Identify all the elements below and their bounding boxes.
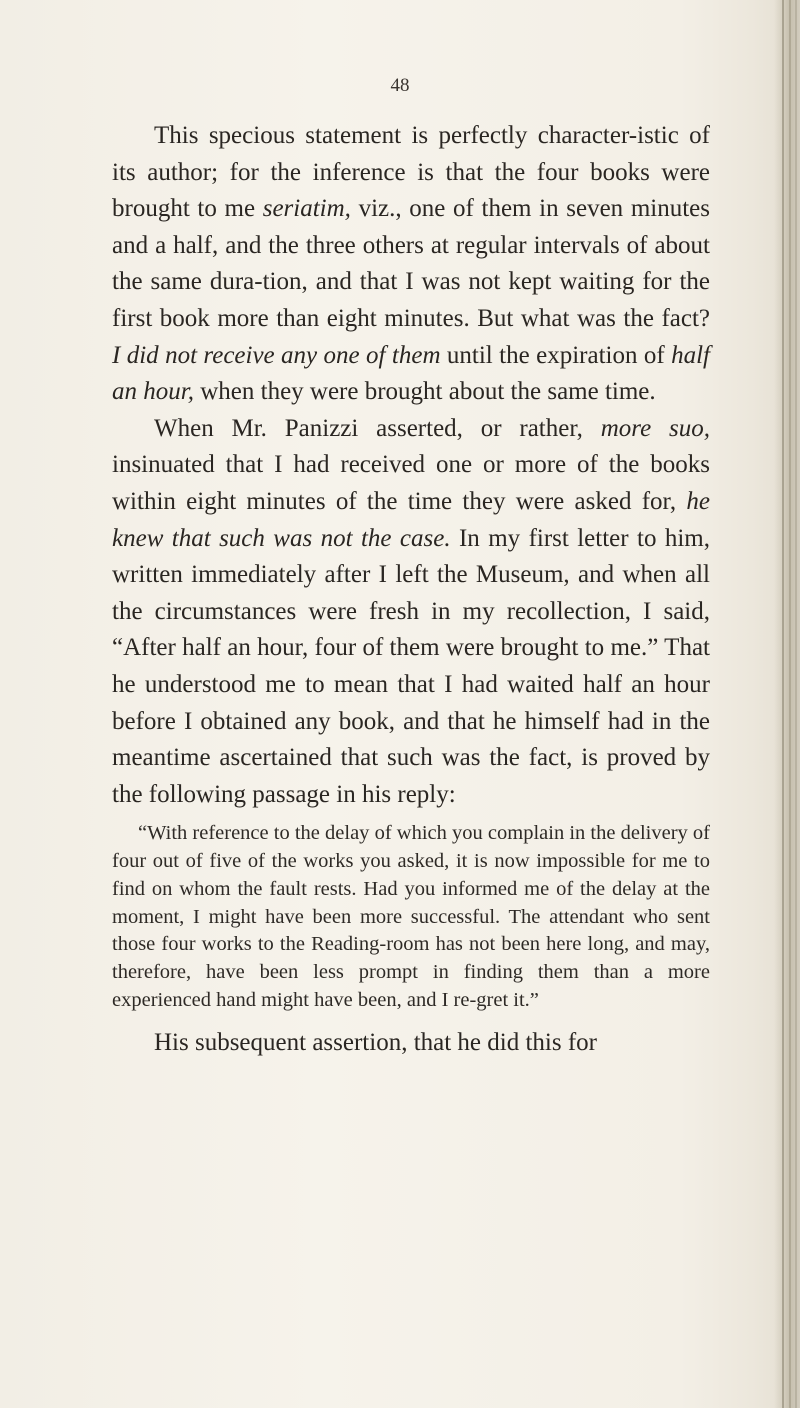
page-edge-line <box>795 0 797 1408</box>
paragraph-2-text: In my first letter to him, written immediately after I left the Museum, and when all the circumstances were fresh in my recollection, I said, “After half an hour, four of them were brought to me.” That he understood me to mean that I had waited half an hour before I obtained any book, and that he himself had in the meantime ascertained that such was the fact, is proved by the following passage in his reply: <box>112 524 710 808</box>
paragraph-2-text: insinuated that I had received one or more of the books within eight minutes of the time they were asked for, <box>112 451 710 515</box>
paragraph-1-text: This specious statement is perfectly character-istic of its author; for the inference is that the four books were brought to me <box>112 122 710 223</box>
paragraph-1-text: until the expiration of <box>440 341 672 369</box>
paragraph-1-italic: I did not receive any one of them <box>112 341 441 369</box>
body-text <box>112 118 710 1061</box>
page-number: 48 <box>390 75 410 96</box>
paragraph-1 <box>112 118 710 411</box>
paragraph-1-italic: seriatim, <box>262 195 351 223</box>
page-edge-line <box>789 0 791 1408</box>
paragraph-2 <box>112 411 710 814</box>
paragraph-1-text: viz., one of them in seven minutes and a half, and the three others at regular intervals of about the same dura-tion, and that I was not kept waiting for the first book more than eight minutes. But what was the fact? <box>112 195 711 332</box>
paragraph-1-text: when they were brought about the same time. <box>193 378 656 406</box>
block-quote: “With reference to the delay of which you complain in the delivery of four out of five of the works you asked, it is now impossible for me to find on whom the fault rests. Had you informed me of the delay at the moment, I might have been more successful. The attendant who sent those four works to the Reading-room has not been here long, and may, therefore, have been less prompt in finding them than a more experienced hand might have been, and I re-gret it.” <box>112 822 710 1012</box>
paragraph-3: His subsequent assertion, that he did this for <box>154 1028 597 1056</box>
page-edge-shadow <box>774 0 800 1408</box>
page-edge-line <box>782 0 784 1408</box>
paragraph-2-italic: he knew that such was not the case. <box>112 487 710 552</box>
paragraph-2-italic: more suo, <box>600 414 710 442</box>
paragraph-2-text: When Mr. Panizzi asserted, or rather, <box>154 414 601 442</box>
paragraph-1-italic: half an hour, <box>112 341 710 406</box>
